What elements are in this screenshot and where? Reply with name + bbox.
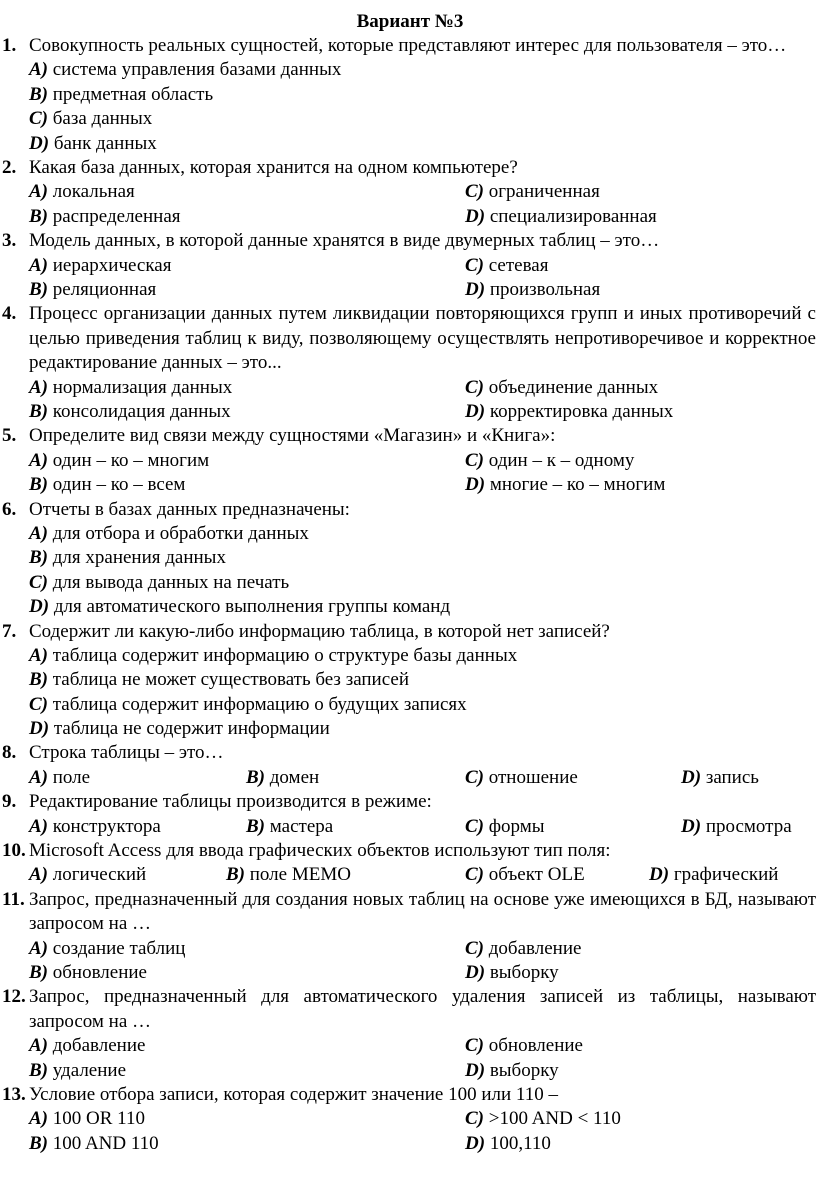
question-text bbox=[0, 302, 816, 375]
answer-option bbox=[465, 1059, 559, 1083]
answer-option bbox=[465, 278, 600, 302]
option-label: C) bbox=[465, 937, 484, 959]
question-6 bbox=[0, 498, 816, 620]
option-label: A) bbox=[29, 864, 48, 886]
option-label: C) bbox=[465, 181, 484, 203]
option-text: сетевая bbox=[488, 254, 549, 276]
answer-option bbox=[29, 1034, 145, 1058]
option-text: >100 AND < 110 bbox=[488, 1108, 621, 1130]
answer-option bbox=[29, 595, 450, 619]
question-text bbox=[0, 156, 816, 180]
option-text: таблица содержит информацию о структуре базы данных bbox=[52, 644, 518, 666]
option-text: таблица не содержит информации bbox=[53, 718, 330, 740]
option-label: A) bbox=[29, 815, 48, 837]
answer-option bbox=[29, 473, 185, 497]
option-label: C) bbox=[465, 254, 484, 276]
answer-option bbox=[465, 961, 559, 985]
option-text: конструктора bbox=[52, 815, 161, 837]
option-label: A) bbox=[29, 449, 48, 471]
document bbox=[0, 10, 816, 1156]
question-2 bbox=[0, 156, 816, 229]
answer-option bbox=[29, 766, 90, 790]
answer-option bbox=[29, 400, 231, 424]
option-label: C) bbox=[465, 376, 484, 398]
option-text: реляционная bbox=[52, 278, 157, 300]
answer-option bbox=[29, 278, 156, 302]
option-text: удаление bbox=[52, 1059, 127, 1081]
option-row bbox=[0, 1132, 816, 1156]
option-text: один – ко – многим bbox=[52, 449, 210, 471]
option-label: B) bbox=[29, 278, 48, 300]
question-body: Какая база данных, которая хранится на одном компьютере? bbox=[29, 156, 518, 178]
option-row bbox=[0, 961, 816, 985]
answer-option bbox=[649, 863, 778, 887]
option-label: D) bbox=[649, 864, 670, 886]
option-text: выборку bbox=[489, 1059, 559, 1081]
option-text: произвольная bbox=[489, 278, 601, 300]
option-row bbox=[0, 400, 816, 424]
question-text bbox=[0, 790, 816, 814]
answer-option bbox=[29, 644, 517, 668]
question-9 bbox=[0, 790, 816, 839]
option-row bbox=[0, 571, 816, 595]
option-text: поле bbox=[52, 766, 91, 788]
option-label: D) bbox=[465, 962, 486, 984]
option-text: формы bbox=[488, 815, 545, 837]
option-text: 100,110 bbox=[489, 1132, 551, 1154]
question-number: 1. bbox=[2, 35, 17, 56]
answer-option bbox=[681, 766, 759, 790]
question-3 bbox=[0, 229, 816, 302]
answer-option bbox=[29, 107, 152, 131]
option-text: обновление bbox=[52, 962, 147, 984]
answer-options bbox=[0, 863, 816, 887]
option-row bbox=[0, 693, 816, 717]
option-label: B) bbox=[29, 1059, 48, 1081]
option-text: нормализация данных bbox=[52, 376, 233, 398]
option-text: ограниченная bbox=[488, 181, 600, 203]
answer-option bbox=[29, 815, 161, 839]
question-number: 4. bbox=[2, 303, 17, 325]
option-text: для хранения данных bbox=[52, 547, 226, 569]
answer-option bbox=[29, 522, 309, 546]
question-13 bbox=[0, 1083, 816, 1156]
option-text: мастера bbox=[269, 815, 334, 837]
answer-options bbox=[0, 644, 816, 742]
answer-option bbox=[465, 1107, 621, 1131]
option-label: A) bbox=[29, 766, 48, 788]
option-text: запись bbox=[705, 766, 759, 788]
answer-option bbox=[465, 254, 548, 278]
answer-option bbox=[226, 863, 351, 887]
answer-option bbox=[29, 571, 289, 595]
option-text: распределенная bbox=[52, 205, 181, 227]
option-text: поле MEMO bbox=[249, 864, 351, 886]
option-text: для вывода данных на печать bbox=[52, 571, 290, 593]
option-text: просмотра bbox=[705, 815, 792, 837]
option-text: локальная bbox=[52, 181, 135, 203]
answer-option bbox=[29, 937, 185, 961]
option-text: логический bbox=[52, 864, 147, 886]
answer-option bbox=[465, 1034, 583, 1058]
answer-option bbox=[29, 132, 157, 156]
option-label: B) bbox=[29, 1132, 48, 1154]
option-label: B) bbox=[246, 815, 265, 837]
answer-option bbox=[681, 815, 792, 839]
option-text: объединение данных bbox=[488, 376, 659, 398]
question-number: 10. bbox=[2, 840, 26, 862]
option-text: отношение bbox=[488, 766, 578, 788]
answer-options bbox=[0, 254, 816, 303]
option-text: один – ко – всем bbox=[52, 474, 186, 496]
option-row bbox=[0, 522, 816, 546]
question-number: 9. bbox=[2, 791, 17, 813]
answer-option bbox=[465, 376, 658, 400]
option-row bbox=[0, 58, 816, 82]
option-label: C) bbox=[29, 571, 48, 593]
answer-option bbox=[465, 766, 578, 790]
option-text: консолидация данных bbox=[52, 400, 231, 422]
option-text: графический bbox=[673, 864, 779, 886]
option-row bbox=[0, 376, 816, 400]
option-label: C) bbox=[29, 108, 48, 130]
question-number: 6. bbox=[2, 498, 17, 520]
answer-option bbox=[29, 1132, 159, 1156]
answer-option bbox=[465, 449, 634, 473]
option-label: B) bbox=[29, 669, 48, 691]
question-body: Редактирование таблицы производится в режиме: bbox=[29, 791, 432, 813]
question-text bbox=[0, 34, 816, 58]
answer-option bbox=[29, 546, 226, 570]
option-label: C) bbox=[465, 864, 484, 886]
option-row bbox=[0, 1107, 816, 1131]
question-number: 3. bbox=[2, 230, 17, 252]
question-body: Условие отбора записи, которая содержит значение 100 или 110 – bbox=[29, 1084, 558, 1106]
option-row bbox=[0, 205, 816, 229]
option-label: D) bbox=[681, 815, 702, 837]
answer-options bbox=[0, 376, 816, 425]
option-text: для отбора и обработки данных bbox=[52, 522, 309, 544]
option-label: D) bbox=[29, 596, 50, 618]
option-row bbox=[0, 254, 816, 278]
option-text: обновление bbox=[488, 1035, 583, 1057]
answer-option bbox=[246, 766, 319, 790]
option-text: специализированная bbox=[489, 205, 657, 227]
question-body: Microsoft Access для ввода графических объектов используют тип поля: bbox=[29, 840, 611, 862]
answer-option bbox=[465, 815, 545, 839]
question-number: 8. bbox=[2, 742, 17, 764]
option-row bbox=[0, 644, 816, 668]
option-label: B) bbox=[29, 83, 48, 105]
answer-option bbox=[29, 376, 232, 400]
answer-option bbox=[29, 717, 330, 741]
answer-option bbox=[29, 205, 181, 229]
answer-options bbox=[0, 937, 816, 986]
option-label: C) bbox=[29, 693, 48, 715]
answer-option bbox=[465, 863, 585, 887]
option-row bbox=[0, 473, 816, 497]
question-body: Процесс организации данных путем ликвидации повторяющихся групп и иных противоречий с целью приведения таблиц к виду, позволяющему осуществлять непротиворечивое и корректное редактирование данных – это... bbox=[29, 303, 816, 374]
option-row bbox=[0, 278, 816, 302]
question-text bbox=[0, 620, 816, 644]
question-1 bbox=[0, 34, 816, 156]
option-text: добавление bbox=[488, 937, 582, 959]
option-label: D) bbox=[465, 278, 486, 300]
option-row bbox=[0, 766, 816, 790]
answer-option bbox=[465, 205, 657, 229]
option-label: B) bbox=[29, 547, 48, 569]
option-label: D) bbox=[465, 205, 486, 227]
option-text: для автоматического выполнения группы команд bbox=[53, 596, 451, 618]
option-label: D) bbox=[465, 474, 486, 496]
option-text: создание таблиц bbox=[52, 937, 186, 959]
question-body: Строка таблицы – это… bbox=[29, 742, 224, 764]
question-5 bbox=[0, 424, 816, 497]
option-text: 100 AND 110 bbox=[52, 1132, 159, 1154]
option-label: A) bbox=[29, 937, 48, 959]
question-number: 13. bbox=[2, 1084, 26, 1106]
answer-option bbox=[29, 668, 409, 692]
option-label: B) bbox=[246, 766, 265, 788]
answer-option bbox=[29, 449, 209, 473]
option-label: C) bbox=[465, 449, 484, 471]
option-row bbox=[0, 1059, 816, 1083]
question-7 bbox=[0, 620, 816, 742]
question-body: Модель данных, в которой данные хранятся в виде двумерных таблиц – это… bbox=[29, 230, 660, 252]
option-label: A) bbox=[29, 254, 48, 276]
question-number: 7. bbox=[2, 620, 17, 642]
answer-options bbox=[0, 449, 816, 498]
answer-option bbox=[29, 961, 147, 985]
option-label: A) bbox=[29, 376, 48, 398]
question-number: 5. bbox=[2, 425, 17, 447]
answer-options bbox=[0, 1034, 816, 1083]
answer-option bbox=[29, 693, 467, 717]
question-body: Содержит ли какую-либо информацию таблица, в которой нет записей? bbox=[29, 620, 610, 642]
answer-option bbox=[29, 1107, 145, 1131]
answer-option bbox=[465, 400, 673, 424]
option-row bbox=[0, 546, 816, 570]
option-row bbox=[0, 815, 816, 839]
answer-option bbox=[29, 83, 213, 107]
option-text: система управления базами данных bbox=[52, 59, 342, 81]
option-text: база данных bbox=[52, 108, 153, 130]
option-row bbox=[0, 180, 816, 204]
question-number: 11. bbox=[2, 888, 25, 910]
option-row bbox=[0, 83, 816, 107]
option-label: D) bbox=[465, 1059, 486, 1081]
option-row bbox=[0, 668, 816, 692]
option-text: 100 OR 110 bbox=[52, 1108, 145, 1130]
option-text: банк данных bbox=[53, 132, 157, 154]
option-text: выборку bbox=[489, 962, 559, 984]
question-body: Совокупность реальных сущностей, которые представляют интерес для пользователя – это… bbox=[29, 35, 787, 56]
option-label: B) bbox=[29, 474, 48, 496]
option-row bbox=[0, 132, 816, 156]
answer-options bbox=[0, 766, 816, 790]
question-body: Запрос, предназначенный для создания новых таблиц на основе уже имеющихся в БД, называют запросом на … bbox=[29, 888, 816, 935]
question-number: 2. bbox=[2, 156, 17, 178]
option-label: D) bbox=[465, 1132, 486, 1154]
answer-option bbox=[29, 254, 171, 278]
question-text bbox=[0, 839, 816, 863]
option-text: многие – ко – многим bbox=[489, 474, 666, 496]
option-row bbox=[0, 1034, 816, 1058]
answer-option bbox=[465, 180, 600, 204]
option-label: A) bbox=[29, 1108, 48, 1130]
option-label: D) bbox=[465, 400, 486, 422]
answer-option bbox=[465, 473, 665, 497]
option-label: A) bbox=[29, 181, 48, 203]
answer-option bbox=[29, 58, 341, 82]
option-label: A) bbox=[29, 59, 48, 81]
question-text bbox=[0, 424, 816, 448]
option-label: B) bbox=[226, 864, 245, 886]
question-12 bbox=[0, 985, 816, 1083]
answer-option bbox=[29, 863, 146, 887]
answer-options bbox=[0, 180, 816, 229]
answer-option bbox=[29, 180, 135, 204]
option-text: таблица не может существовать без записей bbox=[52, 669, 409, 691]
option-label: C) bbox=[465, 1035, 484, 1057]
option-label: A) bbox=[29, 644, 48, 666]
option-text: предметная область bbox=[52, 83, 214, 105]
answer-option bbox=[465, 937, 581, 961]
option-label: B) bbox=[29, 400, 48, 422]
question-number: 12. bbox=[2, 986, 26, 1008]
option-label: D) bbox=[29, 718, 50, 740]
question-body: Отчеты в базах данных предназначены: bbox=[29, 498, 350, 520]
answer-options bbox=[0, 815, 816, 839]
question-8 bbox=[0, 741, 816, 790]
option-text: таблица содержит информацию о будущих записях bbox=[52, 693, 467, 715]
option-row bbox=[0, 937, 816, 961]
option-label: B) bbox=[29, 962, 48, 984]
option-text: объект OLE bbox=[488, 864, 585, 886]
option-row bbox=[0, 107, 816, 131]
question-text bbox=[0, 985, 816, 1034]
answer-option bbox=[246, 815, 333, 839]
answer-options bbox=[0, 1107, 816, 1156]
page-title: Вариант №3 bbox=[356, 11, 464, 32]
option-row bbox=[0, 595, 816, 619]
option-row bbox=[0, 863, 816, 887]
answer-option bbox=[29, 1059, 126, 1083]
option-text: иерархическая bbox=[52, 254, 172, 276]
question-body: Определите вид связи между сущностями «Магазин» и «Книга»: bbox=[29, 425, 556, 447]
option-text: домен bbox=[269, 766, 320, 788]
question-10 bbox=[0, 839, 816, 888]
option-label: A) bbox=[29, 1035, 48, 1057]
option-label: B) bbox=[29, 205, 48, 227]
question-text bbox=[0, 888, 816, 937]
question-text bbox=[0, 498, 816, 522]
option-row bbox=[0, 717, 816, 741]
option-label: D) bbox=[29, 132, 50, 154]
question-body: Запрос, предназначенный для автоматического удаления записей из таблицы, называют запросом на … bbox=[29, 986, 816, 1032]
option-text: корректировка данных bbox=[489, 400, 674, 422]
question-4 bbox=[0, 302, 816, 424]
question-text bbox=[0, 229, 816, 253]
option-text: один – к – одному bbox=[488, 449, 635, 471]
option-label: C) bbox=[465, 766, 484, 788]
answer-options bbox=[0, 58, 816, 156]
option-label: C) bbox=[465, 1108, 484, 1130]
question-text bbox=[0, 741, 816, 765]
question-text bbox=[0, 1083, 816, 1107]
answer-option bbox=[465, 1132, 551, 1156]
answer-options bbox=[0, 522, 816, 620]
option-text: добавление bbox=[52, 1035, 146, 1057]
question-11 bbox=[0, 888, 816, 986]
option-label: A) bbox=[29, 522, 48, 544]
question-list bbox=[0, 34, 816, 1156]
option-row bbox=[0, 449, 816, 473]
option-label: D) bbox=[681, 766, 702, 788]
option-label: C) bbox=[465, 815, 484, 837]
